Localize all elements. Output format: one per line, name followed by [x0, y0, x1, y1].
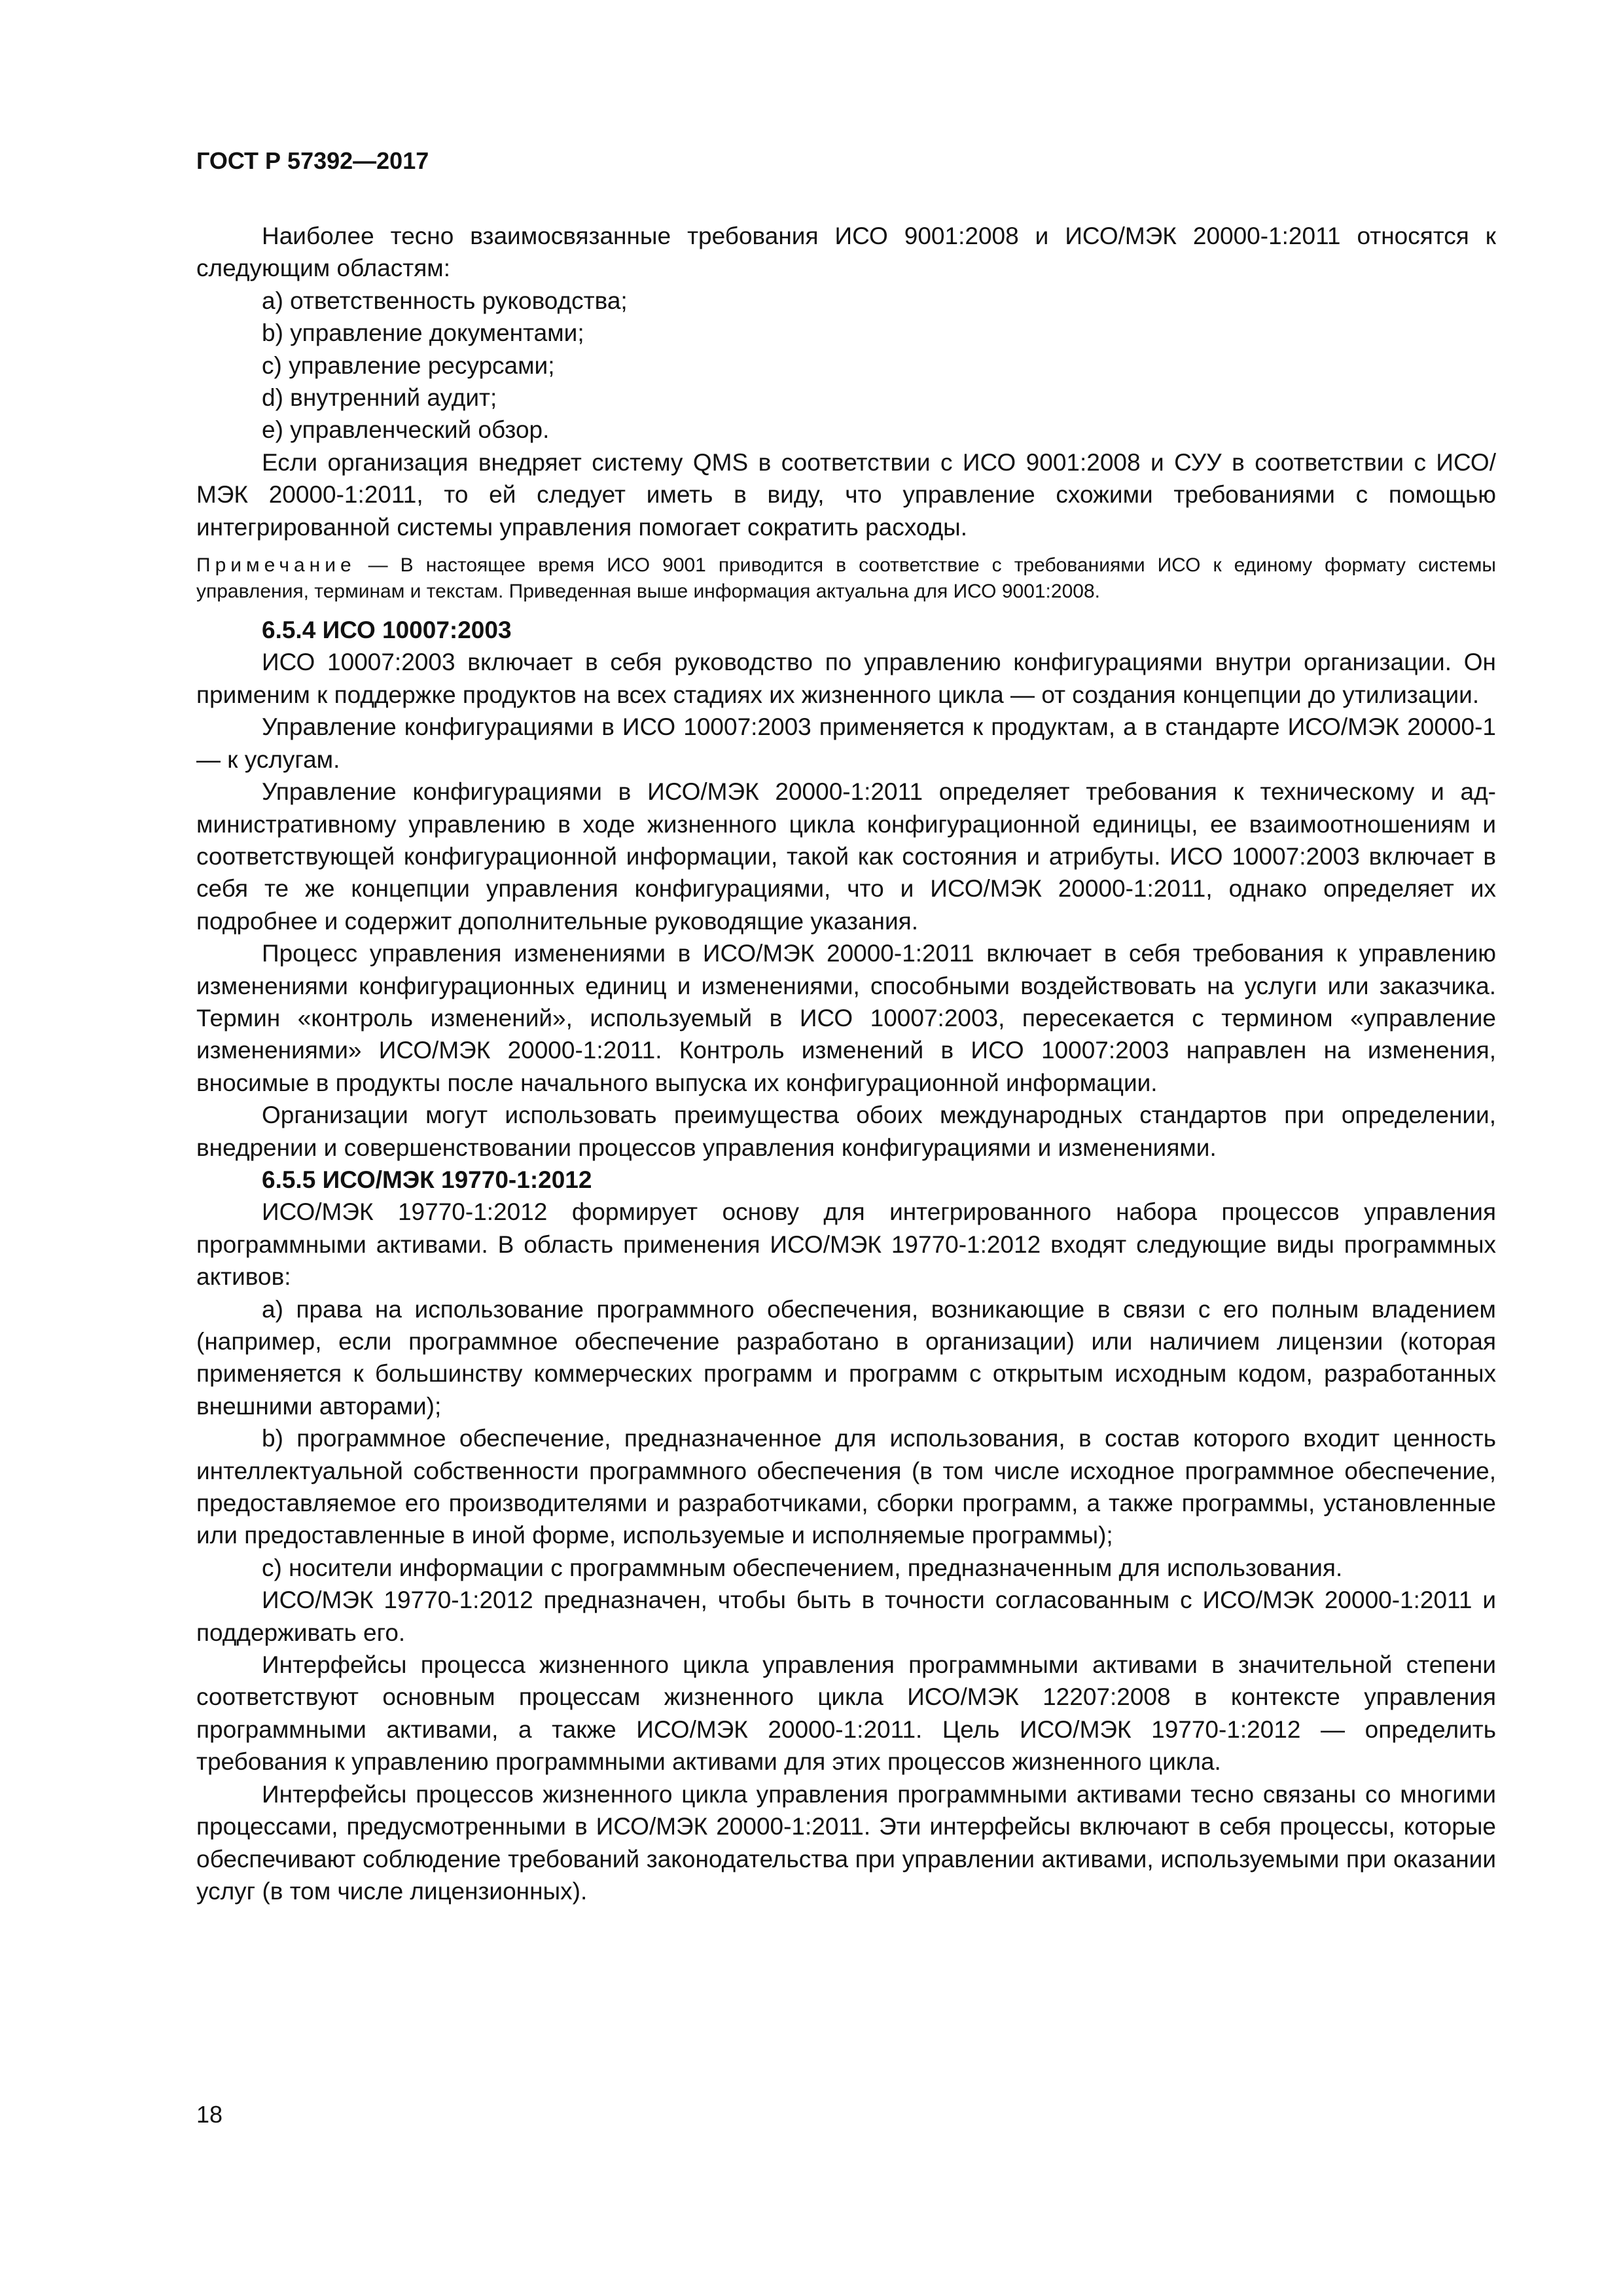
section-heading-6-5-5: 6.5.5 ИСО/МЭК 19770-1:2012 [262, 1166, 592, 1193]
paragraph: ИСО/МЭК 19770-1:2012 формирует основу для интегрированного набора процессов управления программными активами. В область применения ИСО/МЭК 19770-1:2012 входят следующие виды программных активов: [196, 1198, 1496, 1291]
list-item: d) внутренний аудит; [262, 384, 497, 412]
section-heading-6-5-4: 6.5.4 ИСО 10007:2003 [262, 617, 512, 644]
paragraph: Наиболее тесно взаимосвязанные требования ИСО 9001:2008 и ИСО/МЭК 20000-1:2011 относятся к следующим областям: [196, 223, 1496, 282]
document-body [196, 220, 1496, 1907]
paragraph: Процесс управления изменениями в ИСО/МЭК 20000-1:2011 включает в себя требования к управлению изменениями конфигурационных единиц и изменениями, способными воздействовать на услуги или заказчика. Термин «контроль изменений», используемый в ИСО 10007:2003, пересекается с термином «управление изменениями» ИСО/МЭК 20000-1:2011. Контроль изменений в ИСО 10007:2003 направлен на изменения, вносимые в продукты после начального выпуска их конфигурационной информации. [196, 940, 1496, 1096]
list-item: с) управление ресурсами; [262, 351, 555, 379]
list-item: е) управленческий обзор. [262, 416, 550, 444]
paragraph: Интерфейсы процессов жизненного цикла управления программными активами тесно связаны со многими процессами, предусмотренными в ИСО/МЭК 20000-1:2011. Эти интерфейсы включают в себя процессы, которые обеспечивают соблюдение требований законодательства при управлении активами, используемыми при оказании услуг (в том числе лицензионных). [196, 1780, 1496, 1905]
list-item: с) носители информации с программным обеспечением, предназначенным для использования. [262, 1554, 1343, 1581]
paragraph: Если организация внедряет систему QMS в соответствии с ИСО 9001:2008 и СУУ в соответствии с ИСО/МЭК 20000-1:2011, то ей следует иметь в виду, что управление схожими требованиями с помощью интегрированной системы управления помогает сократить расходы. [196, 448, 1496, 541]
list-item: а) права на использование программного обеспечения, возникающие в связи с его полным владением (например, если программное обеспечение разработано в организации) или наличием лицензии (которая применяется к большинству коммерческих программ и программ с открытым исходным кодом, разработанных внешними авторами); [196, 1295, 1496, 1420]
document-page [196, 145, 1496, 1907]
note-text: — В настоящее время ИСО 9001 приводится в соответствие с требованиями ИСО к единому формату системы управления, терминам и текстам. Приведенная выше информация актуальна для ИСО 9001:2008. [196, 554, 1496, 603]
paragraph: Управление конфигурациями в ИСО 10007:2003 применяется к продуктам, а в стандарте ИСО/МЭК 20000-1 — к услугам. [196, 713, 1496, 773]
list-item: b) программное обеспечение, предназначенное для использования, в состав которого входит ценность интеллектуальной собственности программного обеспечения (в том числе исходное программное обеспечение, предоставляемое его производителями и разработчиками, сборки программ, а также программы, установленные или предоставленные в иной форме, используемые и исполняемые программы); [196, 1425, 1496, 1549]
paragraph: Интерфейсы процесса жизненного цикла управления программными активами в значительной степени соответствуют основным процессам жизненного цикла ИСО/МЭК 12207:2008 в контексте управления программными активами, а также ИСО/МЭК 20000-1:2011. Цель ИСО/МЭК 19770-1:2012 — определить требования к управлению программными активами для этих процессов жизненного цикла. [196, 1651, 1496, 1776]
list-item: b) управление документами; [262, 319, 584, 347]
note [196, 552, 1496, 605]
note-label: Примечание [196, 554, 356, 577]
paragraph: ИСО/МЭК 19770-1:2012 предназначен, чтобы быть в точности согласованным с ИСО/МЭК 20000-1:2011 и поддерживать его. [196, 1587, 1496, 1646]
paragraph: ИСО 10007:2003 включает в себя руководство по управлению конфигурациями внутри организации. Он применим к поддержке продуктов на всех стадиях их жизненного цикла — от создания концепции до утилизации. [196, 649, 1496, 708]
document-header: ГОСТ Р 57392—2017 [196, 147, 429, 174]
paragraph: Организации могут использовать преимущества обоих международных стандартов при определении, внедрении и совершенствовании процессов управления конфигурациями и изменениями. [196, 1102, 1496, 1161]
paragraph: Управление конфигурациями в ИСО/МЭК 20000-1:2011 определяет требования к техническому и административному управлению в ходе жизненного цикла конфигурационной единицы, ее взаимоотношениям и соответствующей конфигурационной информации, такой как состояния и атрибуты. ИСО 10007:2003 включает в себя те же концепции управления конфигурациями, что и ИСО/МЭК 20000-1:2011, однако определяет их подробнее и содержит дополнительные руководящие указания. [196, 778, 1496, 935]
page-number: 18 [196, 2101, 223, 2128]
list-item: а) ответственность руководства; [262, 287, 628, 314]
